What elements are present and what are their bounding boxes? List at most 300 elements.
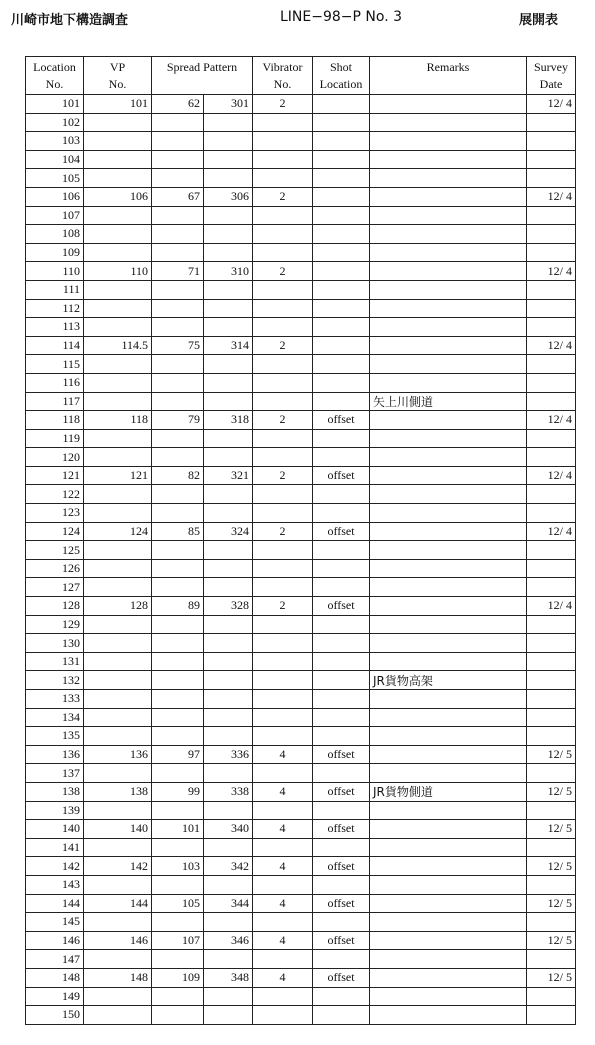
cell-vibrator	[253, 615, 313, 634]
cell-spread-start: 62	[152, 95, 204, 114]
cell-spread-end: 306	[204, 187, 253, 206]
cell-survey-date	[527, 708, 576, 727]
cell-spread-end: 336	[204, 745, 253, 764]
table-row	[26, 225, 576, 244]
cell-vibrator	[253, 150, 313, 169]
document-title: 川崎市地下構造調査	[11, 13, 129, 28]
cell-vp: 118	[84, 411, 152, 430]
cell-spread-end	[204, 243, 253, 262]
table-row	[26, 634, 576, 653]
cell-survey-date: 12/ 4	[527, 187, 576, 206]
table-row	[26, 764, 576, 783]
table-row	[26, 745, 576, 764]
cell-spread-start	[152, 113, 204, 132]
cell-spread-end	[204, 578, 253, 597]
cell-vp	[84, 448, 152, 467]
table-row	[26, 262, 576, 281]
cell-shot-location	[313, 262, 370, 281]
cell-spread-end	[204, 838, 253, 857]
cell-remarks	[370, 299, 527, 318]
col-vibrator: Vibrator No.	[253, 57, 313, 95]
cell-remarks	[370, 429, 527, 448]
cell-spread-start: 71	[152, 262, 204, 281]
table-row	[26, 968, 576, 987]
cell-spread-start: 99	[152, 782, 204, 801]
cell-survey-date	[527, 318, 576, 337]
cell-survey-date	[527, 355, 576, 374]
cell-vibrator	[253, 373, 313, 392]
cell-survey-date: 12/ 5	[527, 782, 576, 801]
cell-spread-end: 346	[204, 931, 253, 950]
cell-shot-location: offset	[313, 820, 370, 839]
cell-spread-end: 340	[204, 820, 253, 839]
cell-spread-start	[152, 1006, 204, 1025]
cell-shot-location: offset	[313, 782, 370, 801]
table-row	[26, 206, 576, 225]
cell-vp: 136	[84, 745, 152, 764]
cell-spread-start: 85	[152, 522, 204, 541]
cell-location: 146	[26, 931, 84, 950]
cell-vibrator	[253, 318, 313, 337]
cell-vp	[84, 838, 152, 857]
cell-vp	[84, 875, 152, 894]
cell-vp	[84, 355, 152, 374]
cell-shot-location	[313, 355, 370, 374]
cell-location: 106	[26, 187, 84, 206]
cell-vp	[84, 206, 152, 225]
cell-spread-end	[204, 355, 253, 374]
cell-location: 111	[26, 280, 84, 299]
cell-survey-date: 12/ 5	[527, 931, 576, 950]
cell-vibrator	[253, 652, 313, 671]
cell-remarks	[370, 801, 527, 820]
cell-location: 130	[26, 634, 84, 653]
cell-spread-start	[152, 132, 204, 151]
table-row	[26, 485, 576, 504]
cell-shot-location	[313, 559, 370, 578]
cell-vp	[84, 318, 152, 337]
cell-spread-start	[152, 243, 204, 262]
cell-spread-end: 342	[204, 857, 253, 876]
cell-spread-end	[204, 318, 253, 337]
cell-shot-location	[313, 336, 370, 355]
cell-spread-start: 75	[152, 336, 204, 355]
cell-vp: 114.5	[84, 336, 152, 355]
cell-remarks: 矢上川側道	[370, 392, 527, 411]
cell-vibrator: 4	[253, 931, 313, 950]
table-row	[26, 318, 576, 337]
cell-survey-date: 12/ 5	[527, 968, 576, 987]
cell-shot-location	[313, 392, 370, 411]
table-row	[26, 894, 576, 913]
cell-spread-end	[204, 671, 253, 690]
table-row	[26, 373, 576, 392]
cell-spread-start	[152, 913, 204, 932]
cell-vp	[84, 113, 152, 132]
table-row	[26, 355, 576, 374]
table-row	[26, 559, 576, 578]
cell-vibrator	[253, 708, 313, 727]
cell-spread-end	[204, 206, 253, 225]
cell-vibrator: 2	[253, 522, 313, 541]
cell-survey-date	[527, 578, 576, 597]
cell-vibrator: 4	[253, 857, 313, 876]
cell-spread-end	[204, 950, 253, 969]
cell-vibrator: 4	[253, 745, 313, 764]
cell-vp	[84, 950, 152, 969]
cell-spread-end	[204, 987, 253, 1006]
cell-vibrator	[253, 132, 313, 151]
cell-survey-date	[527, 987, 576, 1006]
cell-location: 118	[26, 411, 84, 430]
cell-vibrator	[253, 485, 313, 504]
cell-remarks	[370, 1006, 527, 1025]
cell-survey-date	[527, 727, 576, 746]
table-row	[26, 820, 576, 839]
cell-vp: 106	[84, 187, 152, 206]
cell-location: 102	[26, 113, 84, 132]
cell-spread-start	[152, 615, 204, 634]
cell-location: 127	[26, 578, 84, 597]
table-row	[26, 875, 576, 894]
cell-spread-start	[152, 652, 204, 671]
cell-location: 134	[26, 708, 84, 727]
table-row	[26, 522, 576, 541]
cell-vibrator	[253, 950, 313, 969]
table-row	[26, 690, 576, 709]
cell-location: 101	[26, 95, 84, 114]
cell-survey-date	[527, 690, 576, 709]
table-row	[26, 150, 576, 169]
cell-spread-end	[204, 652, 253, 671]
cell-remarks	[370, 206, 527, 225]
cell-location: 131	[26, 652, 84, 671]
cell-location: 145	[26, 913, 84, 932]
cell-spread-end: 318	[204, 411, 253, 430]
cell-remarks	[370, 968, 527, 987]
cell-location: 135	[26, 727, 84, 746]
cell-shot-location	[313, 634, 370, 653]
cell-location: 104	[26, 150, 84, 169]
cell-spread-start	[152, 280, 204, 299]
cell-remarks	[370, 225, 527, 244]
cell-survey-date	[527, 950, 576, 969]
cell-location: 117	[26, 392, 84, 411]
col-location: Location No.	[26, 57, 84, 95]
cell-vibrator	[253, 838, 313, 857]
cell-vibrator: 4	[253, 894, 313, 913]
cell-remarks	[370, 838, 527, 857]
cell-survey-date	[527, 132, 576, 151]
cell-location: 149	[26, 987, 84, 1006]
cell-vp	[84, 578, 152, 597]
cell-spread-end: 328	[204, 597, 253, 616]
cell-spread-end	[204, 764, 253, 783]
cell-spread-end	[204, 485, 253, 504]
cell-spread-end	[204, 615, 253, 634]
cell-location: 107	[26, 206, 84, 225]
cell-vibrator	[253, 690, 313, 709]
cell-remarks	[370, 336, 527, 355]
cell-spread-end	[204, 392, 253, 411]
col-shot-location: Shot Location	[313, 57, 370, 95]
cell-spread-start	[152, 690, 204, 709]
cell-shot-location	[313, 206, 370, 225]
cell-vibrator: 4	[253, 968, 313, 987]
cell-remarks	[370, 132, 527, 151]
cell-remarks	[370, 355, 527, 374]
table-header-row	[26, 57, 576, 95]
cell-spread-start	[152, 559, 204, 578]
cell-survey-date	[527, 299, 576, 318]
cell-remarks	[370, 280, 527, 299]
cell-shot-location	[313, 615, 370, 634]
cell-spread-start	[152, 838, 204, 857]
cell-shot-location	[313, 504, 370, 523]
cell-spread-start	[152, 634, 204, 653]
cell-remarks	[370, 522, 527, 541]
cell-location: 105	[26, 169, 84, 188]
cell-spread-end	[204, 541, 253, 560]
cell-remarks	[370, 485, 527, 504]
cell-spread-start: 109	[152, 968, 204, 987]
cell-shot-location	[313, 318, 370, 337]
cell-location: 143	[26, 875, 84, 894]
cell-spread-end: 314	[204, 336, 253, 355]
cell-location: 139	[26, 801, 84, 820]
cell-vp: 121	[84, 466, 152, 485]
cell-survey-date	[527, 801, 576, 820]
cell-location: 103	[26, 132, 84, 151]
cell-remarks	[370, 95, 527, 114]
cell-shot-location	[313, 690, 370, 709]
cell-spread-start: 107	[152, 931, 204, 950]
cell-shot-location: offset	[313, 968, 370, 987]
cell-location: 148	[26, 968, 84, 987]
cell-spread-end	[204, 132, 253, 151]
cell-vibrator	[253, 634, 313, 653]
col-survey-date: Survey Date	[527, 57, 576, 95]
cell-vp: 138	[84, 782, 152, 801]
cell-shot-location: offset	[313, 466, 370, 485]
cell-survey-date	[527, 225, 576, 244]
cell-vp: 148	[84, 968, 152, 987]
cell-vp: 110	[84, 262, 152, 281]
cell-survey-date	[527, 615, 576, 634]
cell-spread-start	[152, 541, 204, 560]
cell-shot-location	[313, 243, 370, 262]
cell-survey-date	[527, 280, 576, 299]
cell-vp	[84, 429, 152, 448]
cell-survey-date: 12/ 4	[527, 522, 576, 541]
cell-vibrator	[253, 559, 313, 578]
cell-survey-date	[527, 169, 576, 188]
cell-vp	[84, 615, 152, 634]
cell-vp	[84, 727, 152, 746]
cell-remarks	[370, 150, 527, 169]
cell-survey-date	[527, 671, 576, 690]
cell-spread-start	[152, 708, 204, 727]
cell-shot-location	[313, 448, 370, 467]
cell-remarks	[370, 857, 527, 876]
cell-vp	[84, 634, 152, 653]
cell-remarks	[370, 373, 527, 392]
cell-survey-date	[527, 764, 576, 783]
cell-spread-start	[152, 671, 204, 690]
table-row	[26, 801, 576, 820]
cell-spread-end: 338	[204, 782, 253, 801]
cell-vp	[84, 913, 152, 932]
cell-survey-date	[527, 448, 576, 467]
cell-spread-end	[204, 169, 253, 188]
cell-survey-date: 12/ 4	[527, 95, 576, 114]
cell-spread-end	[204, 448, 253, 467]
table-row	[26, 931, 576, 950]
table-row	[26, 708, 576, 727]
cell-survey-date: 12/ 4	[527, 411, 576, 430]
cell-vibrator	[253, 913, 313, 932]
table-row	[26, 578, 576, 597]
cell-spread-start	[152, 504, 204, 523]
cell-shot-location	[313, 132, 370, 151]
cell-spread-start	[152, 150, 204, 169]
cell-vibrator: 2	[253, 95, 313, 114]
cell-shot-location	[313, 875, 370, 894]
cell-spread-end	[204, 801, 253, 820]
cell-shot-location	[313, 150, 370, 169]
cell-location: 141	[26, 838, 84, 857]
cell-survey-date: 12/ 4	[527, 597, 576, 616]
cell-location: 126	[26, 559, 84, 578]
cell-remarks	[370, 187, 527, 206]
cell-survey-date	[527, 485, 576, 504]
cell-shot-location: offset	[313, 597, 370, 616]
cell-vp	[84, 243, 152, 262]
cell-spread-end	[204, 299, 253, 318]
cell-location: 142	[26, 857, 84, 876]
cell-survey-date	[527, 913, 576, 932]
cell-vp	[84, 504, 152, 523]
cell-location: 109	[26, 243, 84, 262]
cell-vibrator	[253, 764, 313, 783]
cell-spread-start	[152, 578, 204, 597]
cell-vibrator: 2	[253, 466, 313, 485]
cell-spread-start: 82	[152, 466, 204, 485]
cell-vp	[84, 559, 152, 578]
table-row	[26, 671, 576, 690]
cell-location: 133	[26, 690, 84, 709]
cell-location: 124	[26, 522, 84, 541]
cell-spread-end	[204, 280, 253, 299]
col-vp: VP No.	[84, 57, 152, 95]
cell-spread-start	[152, 225, 204, 244]
cell-shot-location	[313, 95, 370, 114]
table-row	[26, 392, 576, 411]
cell-spread-start: 67	[152, 187, 204, 206]
cell-vibrator: 4	[253, 820, 313, 839]
cell-spread-end	[204, 708, 253, 727]
cell-survey-date: 12/ 5	[527, 820, 576, 839]
cell-shot-location: offset	[313, 411, 370, 430]
cell-location: 116	[26, 373, 84, 392]
cell-vp	[84, 541, 152, 560]
cell-shot-location	[313, 652, 370, 671]
cell-location: 112	[26, 299, 84, 318]
cell-survey-date: 12/ 5	[527, 894, 576, 913]
cell-spread-start	[152, 727, 204, 746]
table-row	[26, 448, 576, 467]
table-row	[26, 913, 576, 932]
cell-survey-date	[527, 504, 576, 523]
cell-spread-start	[152, 318, 204, 337]
cell-spread-end	[204, 504, 253, 523]
cell-survey-date: 12/ 4	[527, 466, 576, 485]
cell-spread-start	[152, 355, 204, 374]
cell-spread-end	[204, 559, 253, 578]
cell-spread-start	[152, 950, 204, 969]
cell-vp	[84, 764, 152, 783]
cell-vp: 101	[84, 95, 152, 114]
cell-shot-location	[313, 541, 370, 560]
cell-vibrator	[253, 113, 313, 132]
cell-vp: 142	[84, 857, 152, 876]
cell-vp	[84, 801, 152, 820]
cell-remarks	[370, 597, 527, 616]
cell-shot-location	[313, 671, 370, 690]
cell-spread-start	[152, 987, 204, 1006]
cell-location: 121	[26, 466, 84, 485]
cell-shot-location	[313, 764, 370, 783]
cell-spread-end	[204, 875, 253, 894]
document-type: 展開表	[519, 13, 559, 28]
table-row	[26, 113, 576, 132]
cell-remarks: JR貨物高架	[370, 671, 527, 690]
cell-remarks	[370, 615, 527, 634]
cell-vp	[84, 373, 152, 392]
table-row	[26, 187, 576, 206]
cell-remarks	[370, 745, 527, 764]
cell-survey-date: 12/ 4	[527, 262, 576, 281]
cell-shot-location	[313, 1006, 370, 1025]
table-row	[26, 411, 576, 430]
cell-shot-location: offset	[313, 894, 370, 913]
cell-location: 144	[26, 894, 84, 913]
cell-remarks	[370, 987, 527, 1006]
cell-spread-start: 105	[152, 894, 204, 913]
cell-location: 115	[26, 355, 84, 374]
cell-vp: 144	[84, 894, 152, 913]
cell-shot-location	[313, 187, 370, 206]
cell-spread-start	[152, 392, 204, 411]
cell-vibrator: 2	[253, 262, 313, 281]
cell-location: 123	[26, 504, 84, 523]
cell-vp	[84, 150, 152, 169]
cell-remarks: JR貨物側道	[370, 782, 527, 801]
cell-remarks	[370, 950, 527, 969]
cell-vp	[84, 280, 152, 299]
cell-survey-date	[527, 392, 576, 411]
cell-vp	[84, 392, 152, 411]
cell-location: 119	[26, 429, 84, 448]
cell-remarks	[370, 913, 527, 932]
cell-survey-date	[527, 541, 576, 560]
cell-location: 136	[26, 745, 84, 764]
cell-remarks	[370, 764, 527, 783]
cell-spread-end	[204, 225, 253, 244]
table-row	[26, 950, 576, 969]
cell-vp	[84, 708, 152, 727]
cell-spread-end	[204, 150, 253, 169]
